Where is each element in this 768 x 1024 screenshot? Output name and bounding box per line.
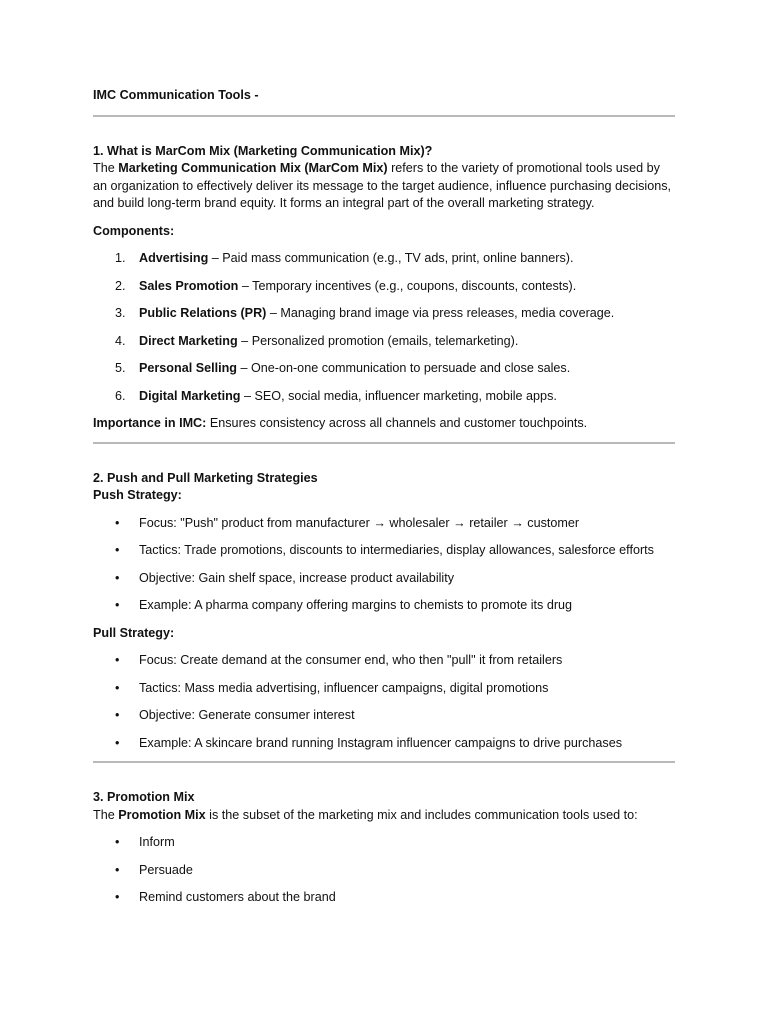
section-promotion-mix — [93, 789, 675, 907]
list-item — [93, 680, 675, 698]
section-divider — [93, 761, 675, 763]
item-number: 4. — [115, 333, 126, 348]
item-term: Public Relations (PR) — [139, 306, 267, 320]
item-text: Example: A skincare brand running Instagram influencer campaigns to drive purchases — [139, 735, 623, 750]
item-text: Remind customers about the brand — [139, 890, 336, 904]
push-strategy-label: Push Strategy: — [93, 488, 182, 502]
item-text: Persuade — [139, 862, 193, 877]
section-intro — [93, 807, 675, 825]
item-term: Sales Promotion — [139, 278, 239, 293]
item-number: 3. — [115, 306, 126, 320]
item-text: Objective: Gain shelf space, increase product availability — [139, 570, 455, 585]
importance-text: Ensures consistency across all channels and customer touchpoints. — [206, 416, 588, 430]
importance-note — [93, 415, 675, 433]
list-item — [93, 250, 675, 268]
promotion-mix-list — [93, 834, 675, 907]
pull-strategy-list — [93, 652, 675, 752]
bullet-icon: • — [115, 835, 120, 849]
item-term: Direct Marketing — [139, 333, 238, 348]
list-item — [93, 597, 675, 615]
section-intro — [93, 160, 675, 213]
bullet-icon: • — [115, 862, 120, 877]
item-text: Focus: "Push" product from manufacturer → wholesaler → retailer → customer — [139, 515, 580, 530]
item-number: 2. — [115, 278, 126, 293]
section-divider — [93, 115, 675, 117]
section-marcom-mix — [93, 143, 675, 433]
list-item — [93, 707, 675, 725]
bullet-icon: • — [115, 543, 120, 557]
list-item — [93, 388, 675, 406]
importance-label: Importance in IMC: — [93, 416, 207, 430]
list-item — [93, 570, 675, 588]
intro-text: refers to the variety of promotional tools used by an organization to effectively deliver its message to the target audience, influence purchasing decisions, and build long-term brand equity. It forms an integral part of the overall marketing strategy. — [93, 161, 672, 210]
item-term: Advertising — [139, 251, 209, 265]
item-text: Tactics: Mass media advertising, influencer campaigns, digital promotions — [139, 680, 549, 695]
bullet-icon: • — [115, 708, 120, 722]
bullet-icon: • — [115, 570, 120, 585]
list-item — [93, 515, 675, 533]
intro-bold-term: Marketing Communication Mix (MarCom Mix) — [118, 161, 388, 175]
item-number: 6. — [115, 388, 126, 403]
list-item — [93, 305, 675, 323]
pull-strategy-label: Pull Strategy: — [93, 625, 175, 640]
list-item — [93, 862, 675, 880]
item-text: Objective: Generate consumer interest — [139, 708, 355, 722]
bullet-icon: • — [115, 653, 120, 667]
bullet-icon: • — [115, 680, 120, 695]
push-strategy-list — [93, 515, 675, 615]
list-item — [93, 834, 675, 852]
list-item — [93, 542, 675, 560]
section-heading: 3. Promotion Mix — [93, 790, 195, 804]
section-push-pull — [93, 470, 675, 753]
bullet-icon: • — [115, 515, 120, 530]
item-term: Personal Selling — [139, 361, 237, 375]
intro-text: The — [93, 161, 119, 175]
bullet-icon: • — [115, 890, 120, 904]
intro-text: is the subset of the marketing mix and includes communication tools used to: — [205, 807, 638, 822]
item-text: Inform — [139, 835, 175, 849]
item-term: Digital Marketing — [139, 388, 241, 403]
intro-bold-term: Promotion Mix — [118, 807, 206, 822]
intro-text: The — [93, 807, 119, 822]
components-label: Components: — [93, 223, 175, 238]
item-description: – Paid mass communication (e.g., TV ads, print, online banners). — [208, 251, 574, 265]
bullet-icon: • — [115, 598, 120, 612]
item-text: Example: A pharma company offering margins to chemists to promote its drug — [139, 598, 573, 612]
list-item — [93, 278, 675, 296]
list-item — [93, 889, 675, 907]
section-heading: 1. What is MarCom Mix (Marketing Communication Mix)? — [93, 143, 433, 158]
item-number: 5. — [115, 361, 126, 375]
bullet-icon: • — [115, 735, 120, 750]
item-description: – Managing brand image via press releases, media coverage. — [266, 306, 615, 320]
document-title: IMC Communication Tools - — [93, 88, 259, 102]
section-heading: 2. Push and Pull Marketing Strategies — [93, 470, 318, 485]
section-divider — [93, 442, 675, 444]
item-description: – SEO, social media, influencer marketing, mobile apps. — [240, 388, 557, 403]
list-item — [93, 360, 675, 378]
document-content — [93, 87, 675, 907]
item-description: – Personalized promotion (emails, telemarketing). — [237, 333, 519, 348]
item-description: – Temporary incentives (e.g., coupons, discounts, contests). — [238, 278, 577, 293]
item-number: 1. — [115, 251, 126, 265]
item-text: Focus: Create demand at the consumer end, who then "pull" it from retailers — [139, 653, 563, 667]
list-item — [93, 735, 675, 753]
components-list — [93, 250, 675, 405]
item-text: Tactics: Trade promotions, discounts to intermediaries, display allowances, salesforce efforts — [139, 543, 654, 557]
item-description: – One-on-one communication to persuade and close sales. — [236, 361, 571, 375]
list-item — [93, 652, 675, 670]
list-item — [93, 333, 675, 351]
